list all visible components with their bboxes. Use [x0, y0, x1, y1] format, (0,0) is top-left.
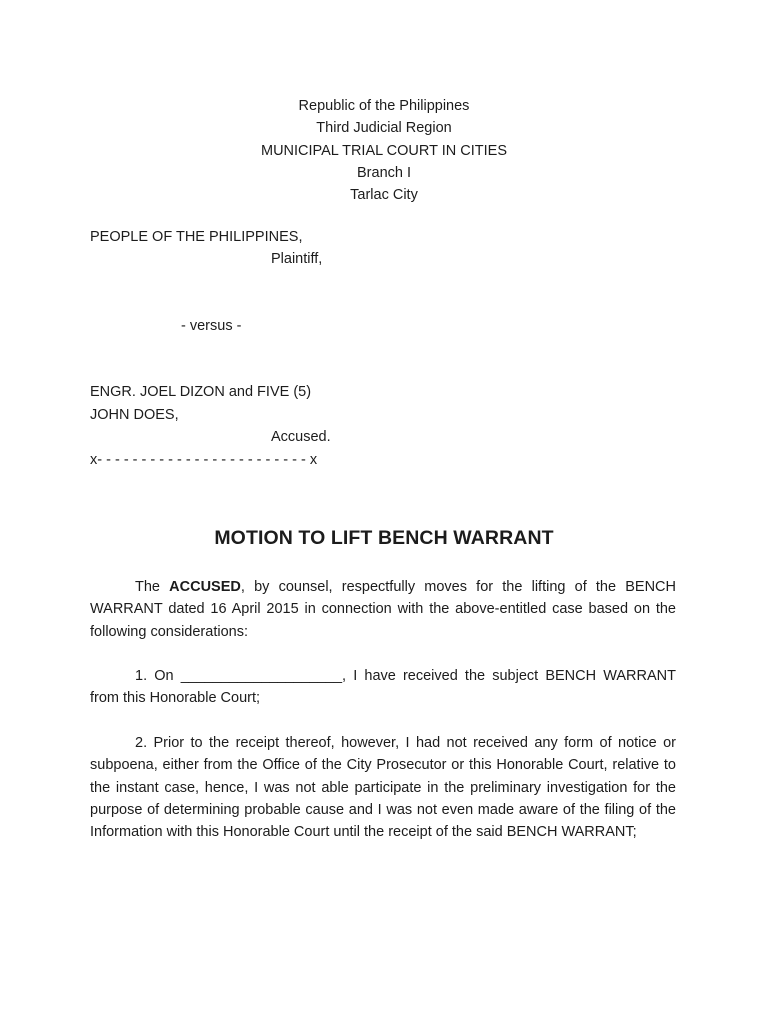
- intro-text: , by counsel, respectfully moves for the lifting of the BENCH WARRANT dated 16 April 2015 in connection with the above-entitled case based on the following considerations:: [90, 579, 676, 640]
- consideration-item-1: [90, 665, 676, 710]
- item2-text: 2. Prior to the receipt thereof, however, I had not received any form of notice or subpoena, either from the Office of the City Prosecutor or this Honorable Court, relative to the instant case, hence, I was not able participate in the preliminary investigation for the purpose of determining probable cause and I was not even made aware of the filing of the Information with this Honorable Court until the receipt of the said BENCH WARRANT;: [90, 735, 676, 841]
- document-title: MOTION TO LIFT BENCH WARRANT: [214, 527, 554, 549]
- intro-paragraph: [90, 576, 676, 643]
- court-header: [0, 95, 768, 206]
- header-court: MUNICIPAL TRIAL COURT IN CITIES: [260, 142, 507, 159]
- plaintiff-role: Plaintiff,: [271, 251, 323, 267]
- header-branch: Branch I: [357, 164, 411, 181]
- caption-separator: x- - - - - - - - - - - - - - - - - - - - - - - - x: [90, 452, 318, 468]
- accused-name-line2: JOHN DOES,: [90, 407, 179, 423]
- accused-name-line1: ENGR. JOEL DIZON and FIVE (5): [90, 384, 312, 400]
- item1-text: 1. On ____________________, I have received the subject BENCH WARRANT from this Honorable Court;: [90, 668, 676, 707]
- plaintiff-name: PEOPLE OF THE PHILIPPINES,: [90, 229, 303, 245]
- versus-label: - versus -: [181, 318, 242, 334]
- header-republic: Republic of the Philippines: [298, 98, 470, 114]
- header-region: Third Judicial Region: [316, 120, 452, 137]
- header-city: Tarlac City: [350, 187, 418, 204]
- intro-accused-bold: ACCUSED: [169, 579, 241, 595]
- accused-role: Accused.: [271, 429, 331, 445]
- consideration-item-2: [90, 732, 676, 843]
- intro-prefix: The: [135, 579, 170, 595]
